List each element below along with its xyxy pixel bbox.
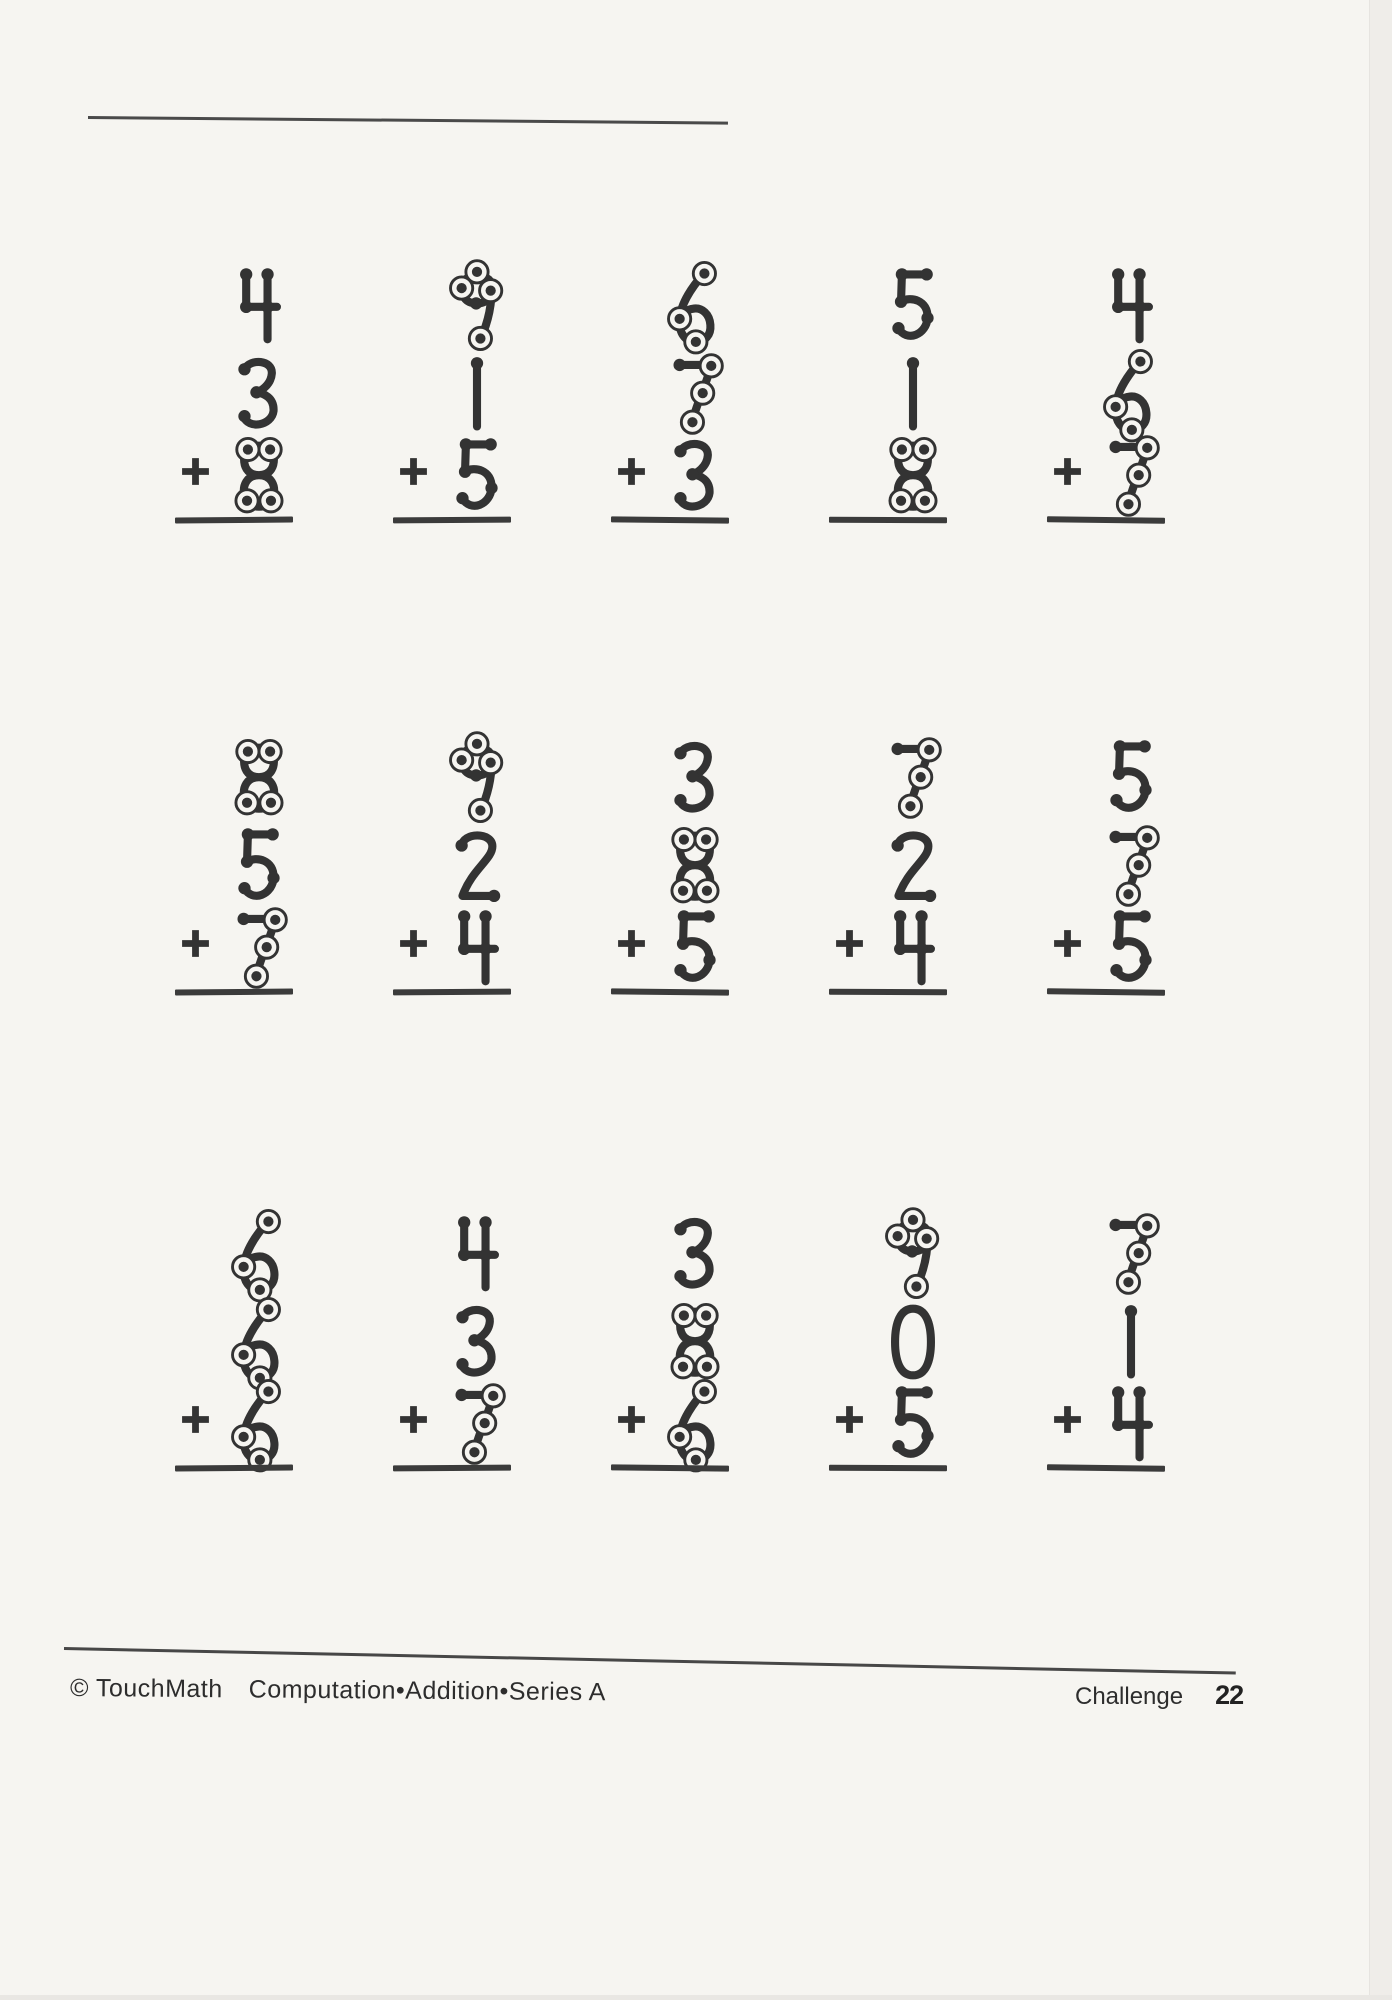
touchmath-digit-8 bbox=[668, 1301, 722, 1383]
touchmath-digit-3 bbox=[668, 1213, 722, 1295]
touchmath-digit-6 bbox=[232, 1213, 286, 1295]
touchmath-digit-6 bbox=[232, 1301, 286, 1383]
touchmath-digit-6 bbox=[1104, 353, 1158, 435]
plus-sign bbox=[179, 455, 212, 488]
answer-line bbox=[393, 1465, 511, 1472]
footer-right bbox=[1075, 1680, 1243, 1711]
touchmath-digit-7 bbox=[450, 1383, 504, 1465]
plus-sign bbox=[615, 455, 648, 488]
touchmath-digit-9 bbox=[450, 737, 504, 819]
plus-sign bbox=[179, 927, 212, 960]
plus-sign bbox=[1051, 1403, 1084, 1436]
footer-left bbox=[70, 1674, 606, 1707]
touchmath-digit-7 bbox=[1104, 1213, 1158, 1295]
touchmath-digit-8 bbox=[232, 737, 286, 819]
scan-edge-bottom bbox=[0, 1995, 1392, 2000]
addition-problem bbox=[561, 1213, 779, 1475]
problems-row-2 bbox=[125, 737, 1215, 999]
plus-sign bbox=[1051, 455, 1084, 488]
plus-sign bbox=[833, 927, 866, 960]
touchmath-digit-5 bbox=[886, 1383, 940, 1465]
addition-problem bbox=[779, 1213, 997, 1475]
addition-problem bbox=[343, 1213, 561, 1475]
touchmath-digit-5 bbox=[1104, 907, 1158, 989]
addition-problem bbox=[343, 737, 561, 999]
problems-row-1 bbox=[125, 265, 1215, 527]
copyright-text: © TouchMath bbox=[69, 1674, 223, 1704]
touchmath-digit-1 bbox=[1104, 1301, 1158, 1383]
touchmath-digit-7 bbox=[1104, 825, 1158, 907]
answer-line bbox=[175, 1464, 293, 1471]
touchmath-digit-6 bbox=[668, 265, 722, 347]
scan-edge-right bbox=[1369, 0, 1392, 2000]
answer-line bbox=[393, 989, 511, 996]
addition-problem bbox=[997, 1213, 1215, 1475]
answer-line bbox=[1047, 516, 1165, 523]
challenge-label: Challenge bbox=[1075, 1683, 1184, 1710]
plus-sign bbox=[1051, 927, 1084, 960]
touchmath-digit-4 bbox=[1104, 1383, 1158, 1465]
touchmath-digit-1 bbox=[886, 353, 940, 435]
addition-problem bbox=[125, 1213, 343, 1475]
answer-line bbox=[611, 516, 729, 523]
touchmath-digit-4 bbox=[450, 1213, 504, 1295]
answer-line bbox=[829, 989, 947, 995]
touchmath-digit-3 bbox=[450, 1301, 504, 1383]
touchmath-digit-3 bbox=[232, 353, 286, 435]
touchmath-digit-6 bbox=[668, 1383, 722, 1465]
problems-row-3 bbox=[125, 1213, 1215, 1475]
answer-line bbox=[829, 517, 947, 523]
plus-sign bbox=[615, 1403, 648, 1436]
answer-line bbox=[611, 988, 729, 995]
answer-line bbox=[1047, 988, 1165, 995]
touchmath-digit-8 bbox=[886, 435, 940, 517]
footer-rule bbox=[64, 1647, 1236, 1675]
touchmath-digit-3 bbox=[668, 435, 722, 517]
touchmath-digit-7 bbox=[668, 353, 722, 435]
addition-problem bbox=[561, 737, 779, 999]
addition-problem bbox=[779, 265, 997, 527]
answer-line bbox=[175, 988, 293, 995]
touchmath-digit-7 bbox=[1104, 435, 1158, 517]
touchmath-digit-0 bbox=[886, 1301, 940, 1383]
touchmath-digit-7 bbox=[232, 907, 286, 989]
plus-sign bbox=[397, 1403, 430, 1436]
touchmath-digit-5 bbox=[1104, 737, 1158, 819]
touchmath-digit-8 bbox=[232, 435, 286, 517]
touchmath-digit-4 bbox=[1104, 265, 1158, 347]
plus-sign bbox=[179, 1403, 212, 1436]
plus-sign bbox=[615, 927, 648, 960]
addition-problem bbox=[997, 265, 1215, 527]
touchmath-digit-2 bbox=[450, 825, 504, 907]
addition-problem bbox=[561, 265, 779, 527]
answer-line bbox=[611, 1464, 729, 1471]
answer-line bbox=[829, 1465, 947, 1471]
page-number: 22 bbox=[1215, 1680, 1244, 1710]
series-title: Computation•Addition•Series A bbox=[248, 1675, 607, 1707]
touchmath-digit-7 bbox=[886, 737, 940, 819]
touchmath-digit-8 bbox=[668, 825, 722, 907]
touchmath-digit-5 bbox=[450, 435, 504, 517]
plus-sign bbox=[833, 1403, 866, 1436]
touchmath-digit-1 bbox=[450, 353, 504, 435]
touchmath-digit-9 bbox=[450, 265, 504, 347]
addition-problem bbox=[125, 737, 343, 999]
answer-line bbox=[393, 517, 511, 524]
touchmath-digit-3 bbox=[668, 737, 722, 819]
touchmath-digit-6 bbox=[232, 1383, 286, 1465]
touchmath-digit-5 bbox=[232, 825, 286, 907]
touchmath-digit-4 bbox=[450, 907, 504, 989]
name-rule bbox=[88, 116, 728, 125]
touchmath-digit-2 bbox=[886, 825, 940, 907]
addition-problem bbox=[997, 737, 1215, 999]
plus-sign bbox=[397, 455, 430, 488]
answer-line bbox=[1047, 1464, 1165, 1471]
addition-problem bbox=[125, 265, 343, 527]
addition-problem bbox=[343, 265, 561, 527]
addition-problem bbox=[779, 737, 997, 999]
touchmath-digit-5 bbox=[668, 907, 722, 989]
plus-sign bbox=[397, 927, 430, 960]
touchmath-digit-9 bbox=[886, 1213, 940, 1295]
touchmath-digit-4 bbox=[886, 907, 940, 989]
touchmath-digit-5 bbox=[886, 265, 940, 347]
answer-line bbox=[175, 516, 293, 523]
touchmath-digit-4 bbox=[232, 265, 286, 347]
